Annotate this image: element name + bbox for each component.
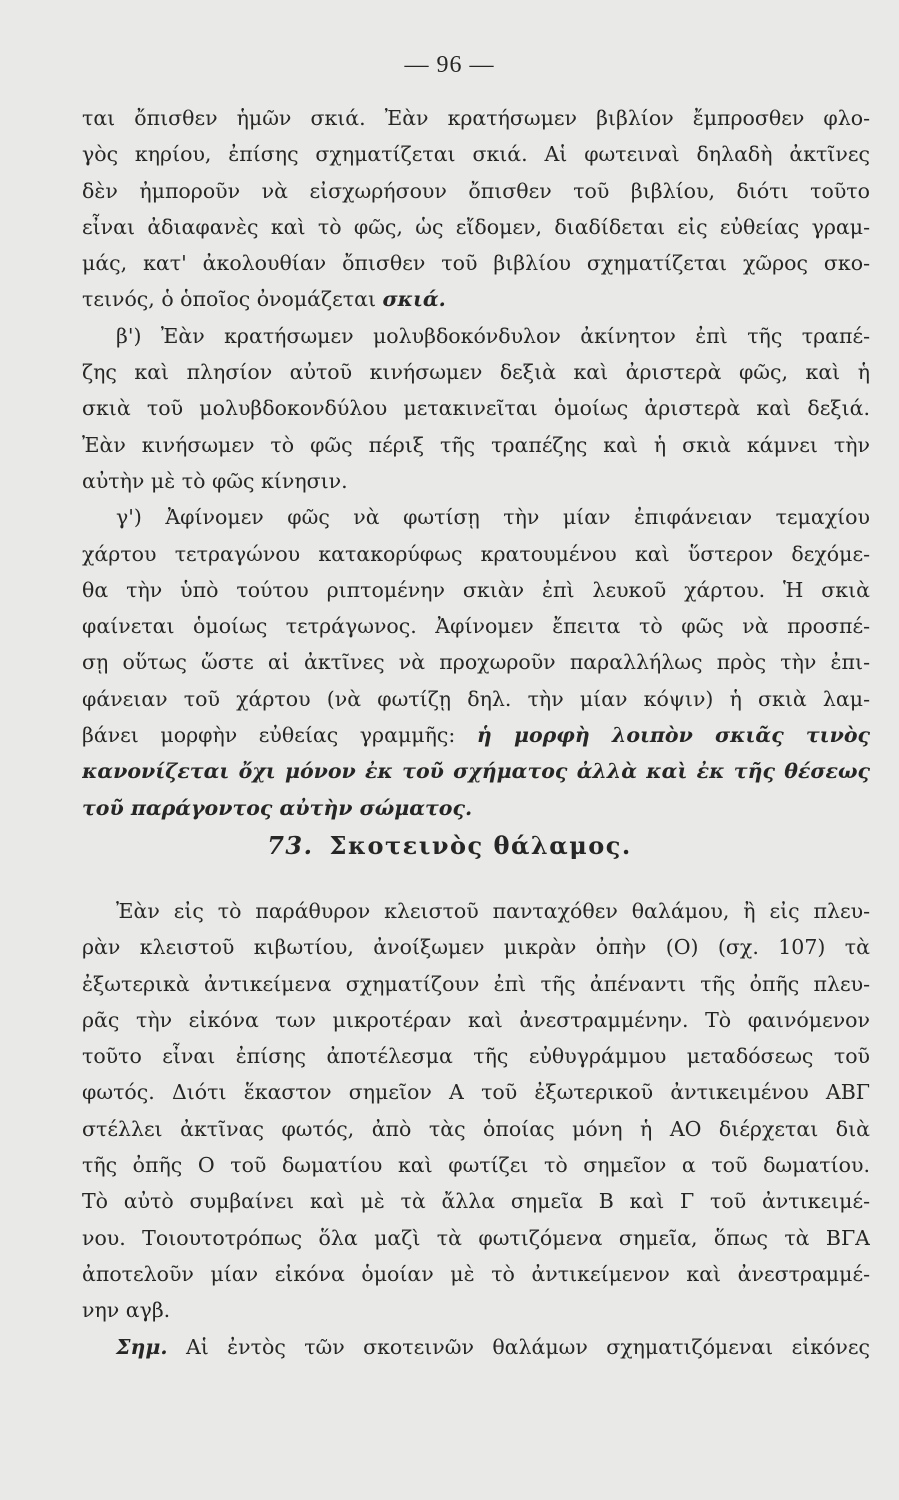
text-line: τοῦτο εἶναι ἐπίσης ἀποτέλεσμα τῆς εὐθυγράμμου μεταδόσεως τοῦ [82,1044,870,1069]
text-line: γ') Ἀφίνομεν φῶς νὰ φωτίσῃ τὴν μίαν ἐπιφάνειαν τεμαχίου [116,505,870,530]
text-line: σῃ οὕτως ὥστε αἱ ἀκτῖνες νὰ προχωροῦν παραλλήλως πρὸς τὴν ἐπι- [82,650,870,675]
text-line: νην αγβ. [82,1298,171,1323]
text-line: ἐξωτερικὰ ἀντικείμενα σχηματίζουν ἐπὶ τῆς ἀπέναντι τῆς ὀπῆς πλευ- [82,971,870,996]
text-block-shadow [82,100,870,826]
section-number: 73. [267,831,314,860]
text-line: ρὰν κλειστοῦ κιβωτίου, ἀνοίξωμεν μικρὰν ὀπὴν (Ο) (σχ. 107) τὰ [82,935,870,960]
note-line [82,1329,870,1365]
text-line: β') Ἐὰν κρατήσωμεν μολυβδοκόνδυλον ἀκίνητον ἐπὶ τῆς τραπέ- [116,323,870,348]
text-line: τῆς ὀπῆς Ο τοῦ δωματίου καὶ φωτίζει τὸ σημεῖον α τοῦ δωματίου. [82,1153,870,1178]
text-segment: τεινός, ὁ ὁποῖος ὀνομάζεται [82,287,383,312]
section-heading [0,826,899,866]
text-line: ζης καὶ πλησίον αὐτοῦ κινήσωμεν δεξιὰ καὶ ἀριστερὰ φῶς, καὶ ἡ [82,360,870,385]
text-line: Ἐὰν εἰς τὸ παράθυρον κλειστοῦ πανταχόθεν θαλάμου, ἢ εἰς πλευ- [116,899,870,923]
text-line: μάς, κατ' ἀκολουθίαν ὄπισθεν τοῦ βιβλίου σχηματίζεται χῶρος σκο- [82,251,870,276]
text-line: Τὸ αὐτὸ συμβαίνει καὶ μὲ τὰ ἄλλα σημεῖα Β καὶ Γ τοῦ ἀντικειμέ- [82,1189,870,1214]
text-line: θα τὴν ὑπὸ τούτου ριπτομένην σκιὰν ἐπὶ λευκοῦ χάρτου. Ἡ σκιὰ [82,577,870,602]
page-number: — 96 — [404,52,495,78]
text-line: νου. Τοιουτοτρόπως ὅλα μαζὶ τὰ φωτιζόμενα σημεῖα, ὅπως τὰ ΒΓΑ [82,1225,870,1250]
text-line: φάνειαν τοῦ χάρτου (νὰ φωτίζῃ δηλ. τὴν μίαν κόψιν) ἡ σκιὰ λαμ- [82,686,870,711]
emphasis-line: κανονίζεται ὄχι μόνον ἐκ τοῦ σχήματος ἀλλὰ καὶ ἐκ τῆς θέσεως [82,759,870,784]
text-line: ται ὄπισθεν ἡμῶν σκιά. Ἐὰν κρατήσωμεν βιβλίον ἔμπροσθεν φλο- [82,106,870,130]
emphasis-term: σκιά. [382,287,446,312]
text-line: εἶναι ἀδιαφανὲς καὶ τὸ φῶς, ὡς εἴδομεν, διαδίδεται εἰς εὐθείας γραμ- [82,214,870,239]
section-title: Σκοτεινὸς θάλαμος. [329,831,632,860]
text-line: χάρτου τετραγώνου κατακορύφως κρατουμένου καὶ ὕστερον δεχόμε- [82,541,870,566]
text-line: σκιὰ τοῦ μολυβδοκονδύλου μετακινεῖται ὁμοίως ἀριστερὰ καὶ δεξιά. [82,396,870,421]
emphasis-phrase: ἡ μορφὴ λοιπὸν σκιᾶς τινὸς [476,723,870,748]
text-line [82,281,870,317]
note-text: Αἱ ἐντὸς τῶν σκοτεινῶν θαλάμων σχηματιζόμεναι εἰκόνες [167,1334,870,1359]
text-line [82,717,870,753]
emphasis-line: τοῦ παράγοντος αὐτὴν σώματος. [82,795,473,820]
text-line: ρᾶς τὴν εἰκόνα των μικροτέραν καὶ ἀνεστραμμένην. Τὸ φαινόμενον [82,1007,870,1032]
text-segment: βάνει μορφὴν εὐθείας γραμμῆς: [82,723,477,748]
text-line: ἀποτελοῦν μίαν εἰκόνα ὁμοίαν μὲ τὸ ἀντικείμενον καὶ ἀνεστραμμέ- [82,1261,870,1286]
text-line: φαίνεται ὁμοίως τετράγωνος. Ἀφίνομεν ἔπειτα τὸ φῶς νὰ προσπέ- [82,614,870,639]
text-block-camera-obscura [82,893,870,1365]
text-line: φωτός. Διότι ἕκαστον σημεῖον Α τοῦ ἐξωτερικοῦ ἀντικειμένου ΑΒΓ [82,1080,870,1105]
text-line: Ἐὰν κινήσωμεν τὸ φῶς πέριξ τῆς τραπέζης καὶ ἡ σκιὰ κάμνει τὴν [82,432,870,457]
text-line: γὸς κηρίου, ἐπίσης σχηματίζεται σκιά. Αἱ φωτειναὶ δηλαδὴ ἀκτῖνες [82,142,870,167]
text-line: στέλλει ἀκτῖνας φωτός, ἀπὸ τὰς ὁποίας μόνη ἡ ΑΟ διέρχεται διὰ [82,1116,870,1141]
text-line: δὲν ἠμποροῦν νὰ εἰσχωρήσουν ὄπισθεν τοῦ βιβλίου, διότι τοῦτο [82,178,870,203]
note-label: Σημ. [116,1334,168,1359]
text-line: αὐτὴν μὲ τὸ φῶς κίνησιν. [82,468,348,493]
